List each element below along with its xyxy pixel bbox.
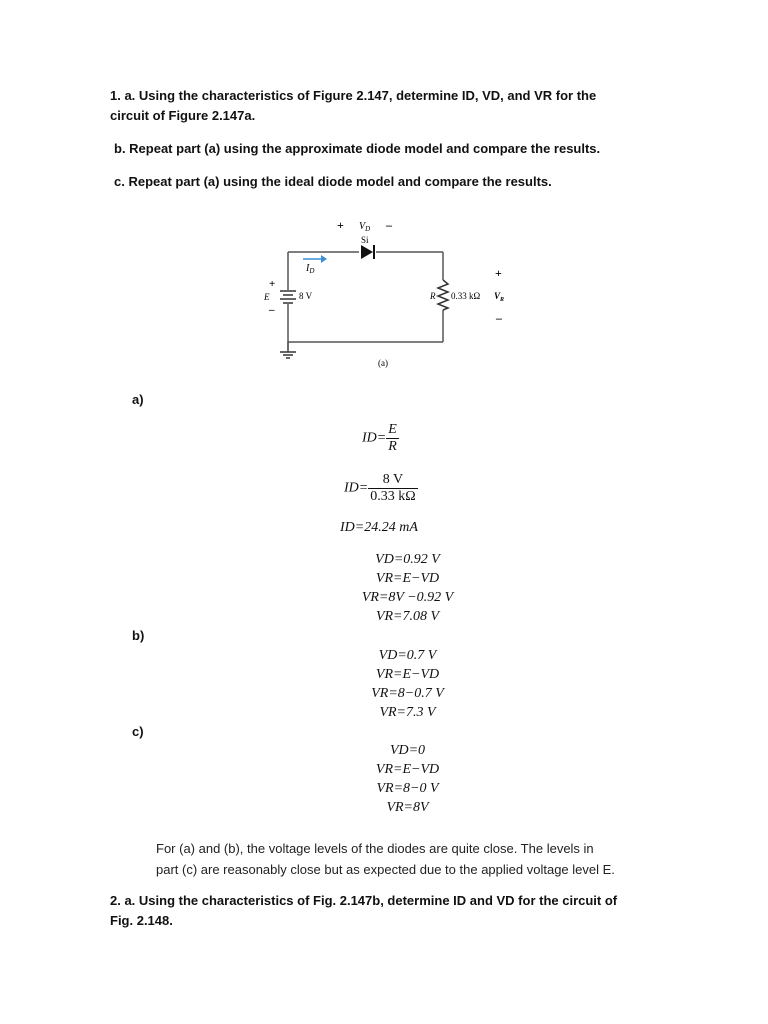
fraction-values xyxy=(368,472,417,505)
fraction-numerator: E xyxy=(388,422,397,437)
question-2a xyxy=(110,891,690,931)
solution-c-line1: VD=0 xyxy=(389,743,426,758)
id-label: $I_D$ xyxy=(306,263,315,275)
circuit-diagram xyxy=(255,212,535,372)
figure-caption: (a) xyxy=(378,358,388,368)
solution-a-lines xyxy=(330,550,485,626)
fraction-e-over-r xyxy=(386,422,399,455)
question-1c: c. Repeat part (a) using the ideal diode model and compare the results. xyxy=(114,174,552,189)
solution-c-line3: VR=8−0 V xyxy=(376,781,439,796)
solution-b-lines xyxy=(330,646,485,722)
current-arrow-head xyxy=(321,255,327,263)
solution-c-line2: VR=E−VD xyxy=(375,762,440,777)
id-result: ID=24.24 mA xyxy=(340,520,418,535)
solution-b-line4: VR=7.3 V xyxy=(379,705,436,720)
e-plus: + xyxy=(269,278,276,290)
vr-plus: + xyxy=(495,266,502,280)
part-a-label: a) xyxy=(132,392,144,407)
solution-a-line4: VR=7.08 V xyxy=(375,609,440,624)
r-label: R xyxy=(430,291,436,301)
vr-minus: – xyxy=(496,311,502,325)
vd-label: $V_D$ xyxy=(359,221,371,233)
vd-plus: + xyxy=(337,218,344,232)
solution-a-line2: VR=E−VD xyxy=(375,571,440,586)
fraction-value-denominator: 0.33 kΩ xyxy=(370,489,416,504)
resistor-symbol xyxy=(438,280,448,310)
question-1a-line2: circuit of Figure 2.147a. xyxy=(110,108,256,123)
fraction-value-numerator: 8 V xyxy=(368,472,417,489)
solution-b-line2: VR=E−VD xyxy=(375,667,440,682)
solution-b-line1: VD=0.7 V xyxy=(378,648,437,663)
question-2a-line1: 2. a. Using the characteristics of Fig. 2.147b, determine ID and VD for the circuit of xyxy=(110,893,618,908)
id-substitution-lhs: ID= xyxy=(344,480,369,496)
comment-line2: part (c) are reasonably close but as expected due to the applied voltage level E. xyxy=(156,862,615,877)
vd-minus: – xyxy=(386,218,392,232)
solution-c-line4: VR=8V xyxy=(386,800,429,815)
si-label: Si xyxy=(361,235,369,245)
diode-symbol xyxy=(361,245,373,259)
question-1a xyxy=(110,86,670,126)
solution-c-lines xyxy=(330,741,485,817)
id-formula-lhs: ID= xyxy=(362,430,387,446)
question-2a-line2: Fig. 2.148. xyxy=(110,913,173,928)
fraction-denominator: R xyxy=(388,439,397,454)
id-formula xyxy=(362,422,399,455)
solution-b-line3: VR=8−0.7 V xyxy=(371,686,444,701)
comment-line1: For (a) and (b), the voltage levels of the diodes are quite close. The levels in xyxy=(156,841,594,856)
part-c-label: c) xyxy=(132,724,144,739)
id-substitution xyxy=(344,472,418,505)
e-minus: – xyxy=(269,304,275,316)
solution-a-line3: VR=8V −0.92 V xyxy=(361,590,454,605)
vr-label: $V_R$ xyxy=(494,291,505,303)
comment-paragraph xyxy=(156,838,716,880)
part-b-label: b) xyxy=(132,628,145,643)
source-value: 8 V xyxy=(299,291,313,301)
solution-a-line1: VD=0.92 V xyxy=(375,552,440,567)
e-label: E xyxy=(264,292,270,302)
question-1a-line1: 1. a. Using the characteristics of Figure 2.147, determine ID, VD, and VR for the xyxy=(110,88,597,103)
question-1b: b. Repeat part (a) using the approximate diode model and compare the results. xyxy=(114,141,601,156)
resistor-value: 0.33 kΩ xyxy=(451,291,481,301)
